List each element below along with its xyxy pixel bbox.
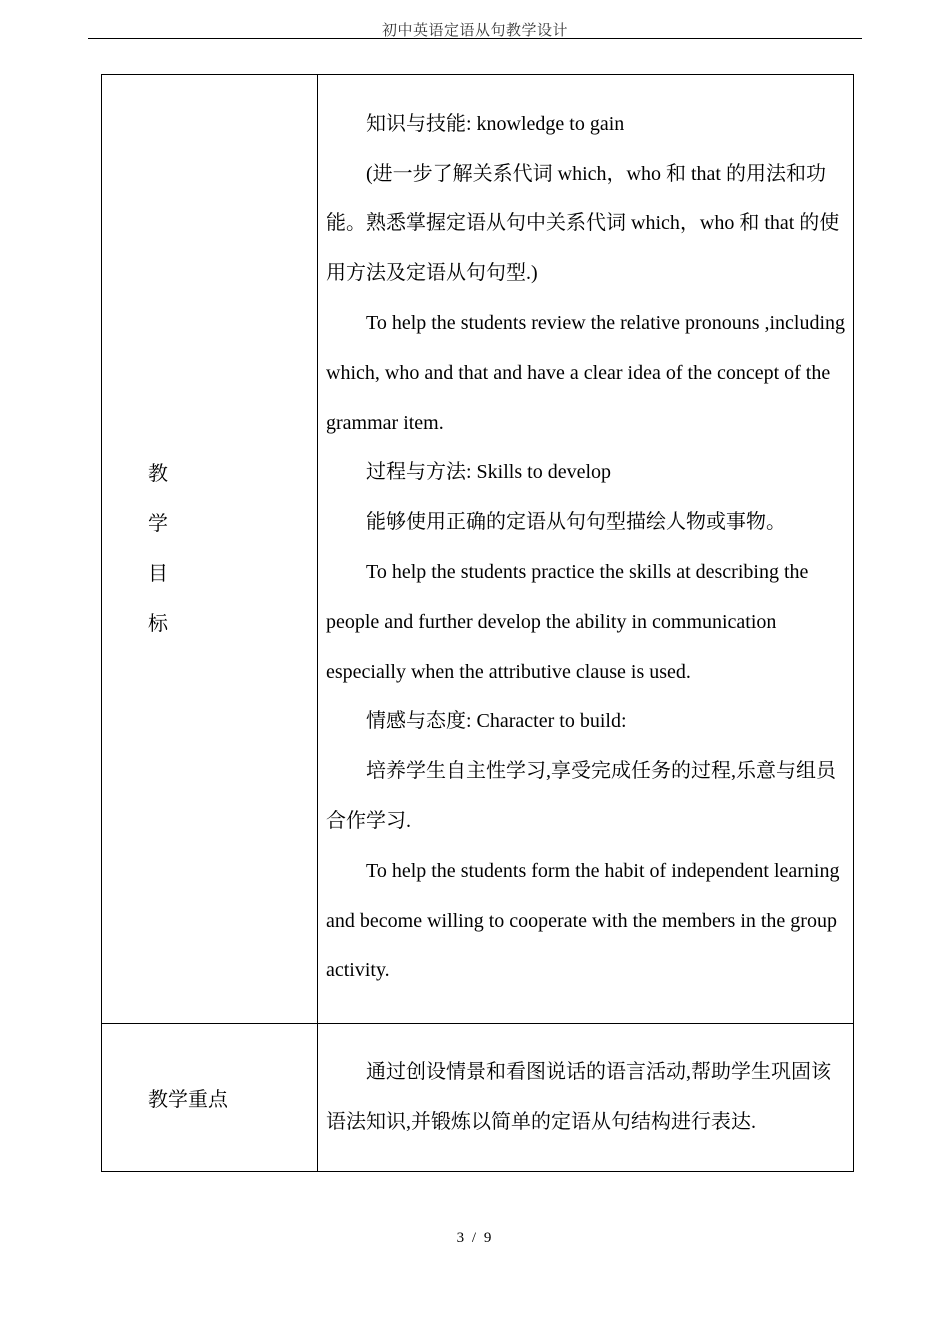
skills-heading: 过程与方法: Skills to develop	[366, 461, 611, 484]
character-heading: 情感与态度: Character to build:	[366, 710, 627, 733]
skills-description-zh: 能够使用正确的定语从句句型描绘人物或事物。	[366, 511, 786, 534]
lesson-plan-table	[101, 74, 854, 1172]
knowledge-heading: 知识与技能: knowledge to gain	[366, 112, 625, 135]
objectives-label-cell	[102, 75, 318, 1024]
key-points-content	[318, 1048, 853, 1148]
character-description-en: To help the students form the habit of independent learning and become willing to cooperate with the members in the group activity.	[326, 859, 840, 982]
knowledge-description-en: To help the students review the relative pronouns ,including which, who and that and have a clear idea of the concept of the grammar item.	[326, 312, 846, 434]
key-points-label-cell	[102, 1024, 318, 1172]
objectives-label-char: 目	[148, 563, 168, 585]
objectives-label-char: 标	[148, 613, 168, 635]
objectives-label	[148, 449, 317, 649]
objectives-label-char: 学	[148, 513, 168, 535]
objectives-label-char: 教	[148, 463, 168, 485]
key-points-content-cell	[318, 1024, 854, 1172]
document-header-title: 初中英语定语从句教学设计	[381, 23, 568, 39]
character-description-zh: 培养学生自主性学习,享受完成任务的过程,乐意与组员合作学习.	[326, 760, 836, 832]
page-number: 3 / 9	[456, 1230, 494, 1246]
key-points-label: 教学重点	[148, 1089, 228, 1111]
table-row-objectives	[102, 75, 854, 1024]
knowledge-description-zh: (进一步了解关系代词 which，who 和 that 的用法和功能。熟悉掌握定语从句中关系代词 which，who 和 that 的使用方法及定语从句句型.)	[326, 162, 840, 285]
objectives-content	[318, 100, 853, 996]
key-points-description: 通过创设情景和看图说话的语言活动,帮助学生巩固该语法知识,并锻炼以简单的定语从句结构进行表达.	[326, 1060, 831, 1133]
skills-description-en: To help the students practice the skills at describing the people and further develop the ability in communication especially when the attributive clause is used.	[326, 561, 809, 683]
header-divider	[88, 38, 862, 39]
table-row-key-points	[102, 1024, 854, 1172]
objectives-content-cell	[318, 75, 854, 1024]
